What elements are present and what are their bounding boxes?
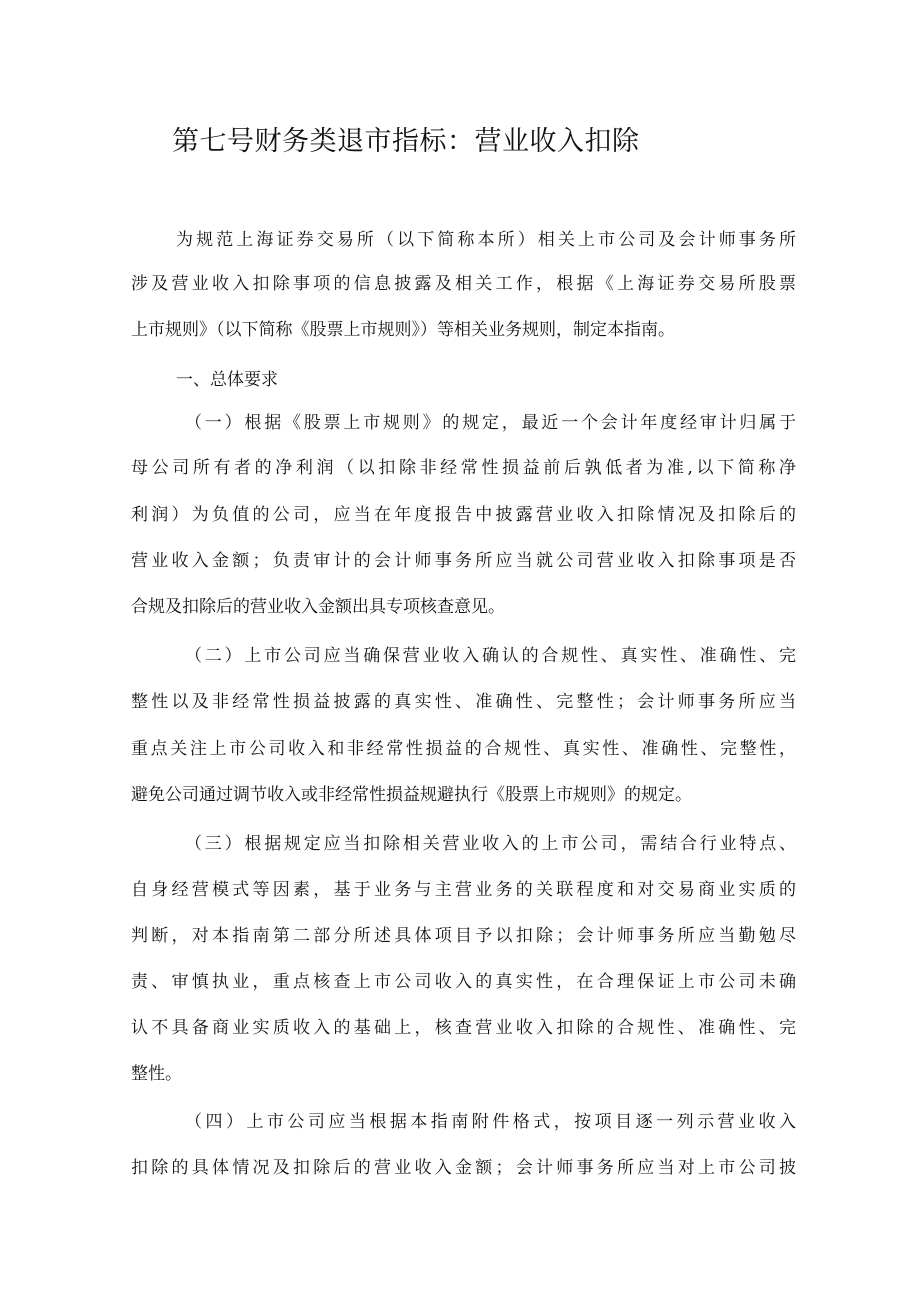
document-title: 第七号财务类退市指标：营业收入扣除 [172, 126, 640, 157]
paragraph-line: 避免公司通过调节收入或非经常性损益规避执行《股票上市规则》的规定。 [131, 785, 692, 805]
paragraph-line: 为规范上海证券交易所（以下简称本所）相关上市公司及会计师事务所 [176, 230, 796, 250]
paragraph-line: 涉及营业收入扣除事项的信息披露及相关工作，根据《上海证券交易所股票 [131, 274, 796, 294]
section-heading: 一、总体要求 [176, 370, 278, 390]
paragraph-line: 利润）为负值的公司，应当在年度报告中披露营业收入扣除情况及扣除后的 [131, 505, 796, 525]
paragraph-line: 整性。 [131, 1064, 182, 1084]
paragraph-line: 认不具备商业实质收入的基础上，核查营业收入扣除的合规性、准确性、完 [131, 1018, 796, 1038]
paragraph-line: 重点关注上市公司收入和非经常性损益的合规性、真实性、准确性、完整性， [131, 739, 796, 759]
paragraph-line: 扣除的具体情况及扣除后的营业收入金额；会计师事务所应当对上市公司披 [131, 1158, 796, 1178]
paragraph-line: 整性以及非经常性损益披露的真实性、准确性、完整性；会计师事务所应当 [131, 692, 796, 712]
paragraph-line: 营业收入金额；负责审计的会计师事务所应当就公司营业收入扣除事项是否 [131, 551, 796, 571]
paragraph-line: （一）根据《股票上市规则》的规定，最近一个会计年度经审计归属于 [185, 413, 796, 433]
paragraph-line: 上市规则》（以下简称《股票上市规则》）等相关业务规则，制定本指南。 [131, 320, 675, 340]
paragraph-line: 判断，对本指南第二部分所述具体项目予以扣除；会计师事务所应当勤勉尽 [131, 926, 796, 946]
paragraph-line: 责、审慎执业，重点核查上市公司收入的真实性，在合理保证上市公司未确 [131, 972, 796, 992]
paragraph-line: 合规及扣除后的营业收入金额出具专项核查意见。 [131, 597, 505, 617]
paragraph-line: （四）上市公司应当根据本指南附件格式，按项目逐一列示营业收入 [185, 1112, 796, 1132]
paragraph-line: 自身经营模式等因素，基于业务与主营业务的关联程度和对交易商业实质的 [131, 880, 796, 900]
paragraph-line: （三）根据规定应当扣除相关营业收入的上市公司，需结合行业特点、 [185, 834, 796, 854]
paragraph-line: （二）上市公司应当确保营业收入确认的合规性、真实性、准确性、完 [185, 646, 796, 666]
paragraph-line: 母公司所有者的净利润（以扣除非经常性损益前后孰低者为准,以下简称净 [131, 458, 796, 478]
